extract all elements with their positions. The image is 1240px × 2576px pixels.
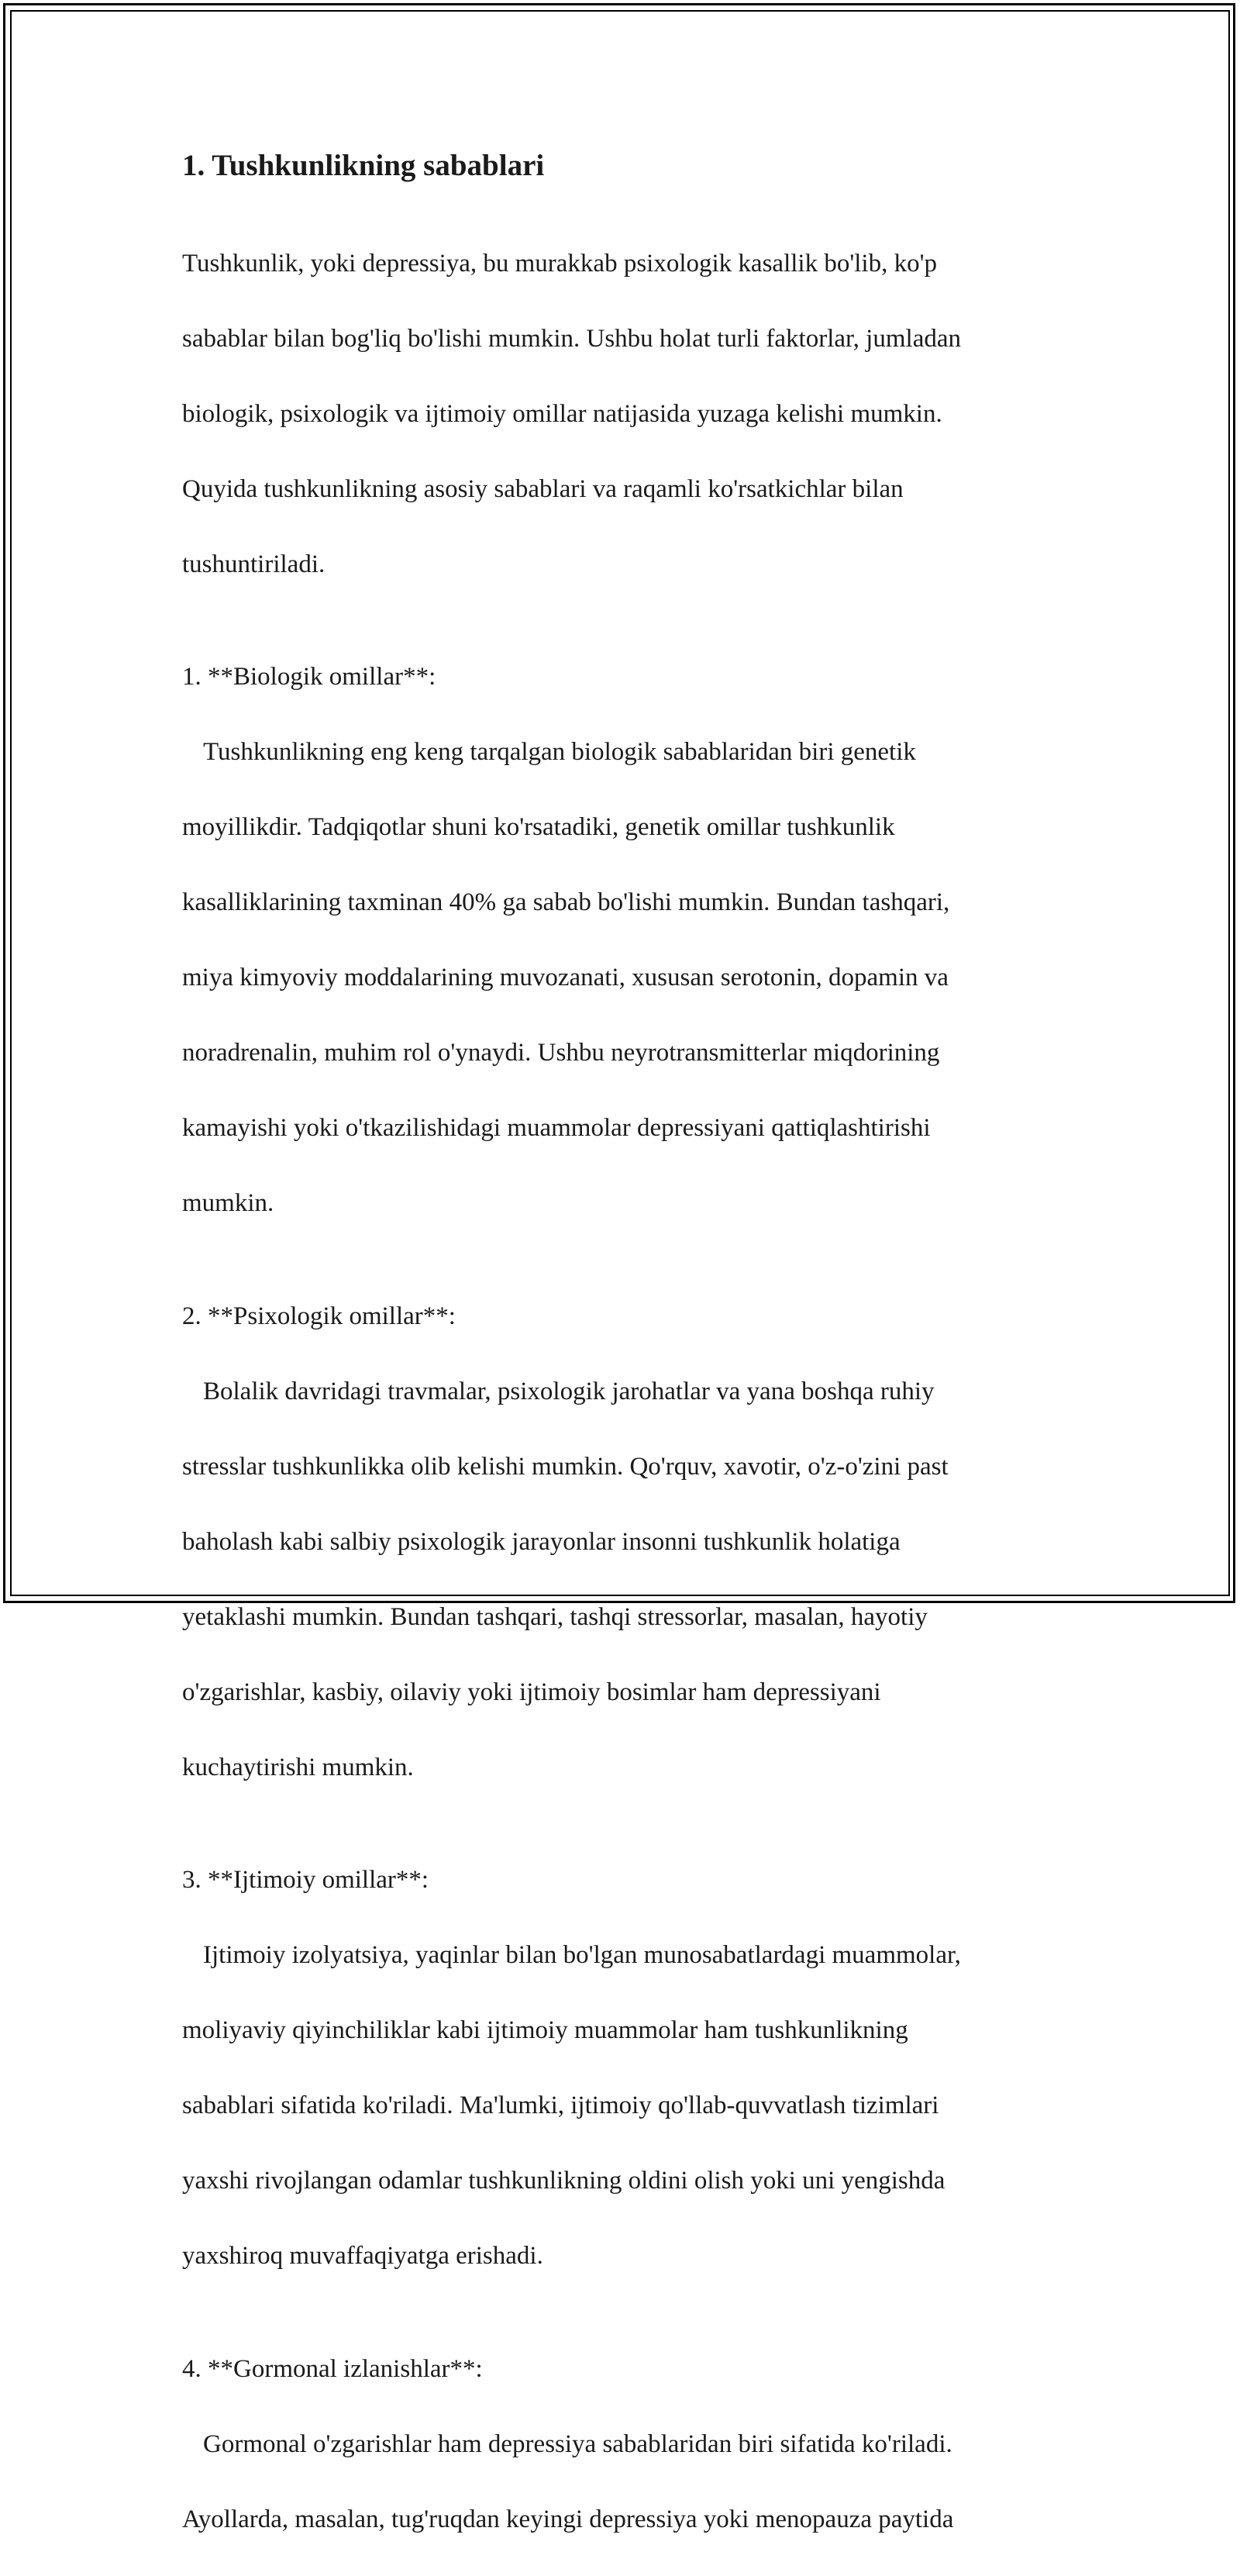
section-text (182, 696, 1073, 1260)
document-title: 1. Tushkunlikning sabablari (182, 149, 545, 182)
section-line: Ayollarda, masalan, tug'ruqdan keyingi depressiya yoki menopauza paytida (182, 2505, 954, 2533)
spacer (182, 2312, 1073, 2350)
section-heading: 3. **Ijtimoiy omillar**: (182, 1866, 429, 1894)
section-line: baholash kabi salbiy psixologik jarayonlar insonni tushkunlik holatiga (182, 1527, 901, 1556)
section-line: Ijtimoiy izolyatsiya, yaqinlar bilan bo'lgan munosabatlardagi muammolar, (203, 1941, 961, 1969)
section-text (182, 1899, 1073, 2313)
section-line: yaxshi rivojlangan odamlar tushkunlikning oldini olish yoki uni yengishda (182, 2167, 946, 2195)
intro-line: biologik, psixologik va ijtimoiy omillar natijasida yuzaga kelishi mumkin. (182, 399, 942, 428)
section-heading: 2. **Psixologik omillar**: (182, 1302, 456, 1330)
section-line: kamayishi yoki o'tkazilishidagi muammolar depressiyani qattiqlashtirishi (182, 1114, 931, 1142)
section-psixologik (182, 1298, 1073, 1824)
intro-line: tushuntiriladi. (182, 550, 326, 578)
intro-line: sabablar bilan bog'liq bo'lishi mumkin. Ushbu holat turli faktorlar, jumladan (182, 324, 961, 353)
section-line: sabablari sifatida ko'riladi. Ma'lumki, ijtimoiy qo'llab-quvvatlash tizimlari (182, 2091, 939, 2119)
spacer (182, 621, 1073, 659)
section-biologik (182, 658, 1073, 1260)
intro-paragraph (182, 207, 1073, 621)
section-line: stresslar tushkunlikka olib kelishi mumkin. Qo'rquv, xavotir, o'z-o'zini past (182, 1452, 949, 1481)
section-text (182, 2388, 1073, 2576)
section-heading: 4. **Gormonal izlanishlar**: (182, 2354, 483, 2383)
spacer (182, 1824, 1073, 1862)
section-line: moyillikdir. Tadqiqotlar shuni ko'rsatadiki, genetik omillar tushkunlik (182, 813, 895, 841)
section-heading: 1. **Biologik omillar**: (182, 663, 436, 691)
spacer (182, 1260, 1073, 1298)
intro-line: Quyida tushkunlikning asosiy sabablari va raqamli ko'rsatkichlar bilan (182, 474, 904, 503)
document-body (182, 143, 1073, 2576)
intro-line: Tushkunlik, yoki depressiya, bu murakkab psixologik kasallik bo'lib, ko'p (182, 249, 938, 278)
section-line: kuchaytirishi mumkin. (182, 1753, 414, 1781)
section-line: yaxshiroq muvaffaqiyatga erishadi. (182, 2242, 543, 2270)
section-text (182, 1335, 1073, 1824)
section-line: noradrenalin, muhim rol o'ynaydi. Ushbu neyrotransmitterlar miqdorining (182, 1039, 940, 1067)
section-line: mumkin. (182, 1189, 274, 1217)
section-line: Bolalik davridagi travmalar, psixologik jarohatlar va yana boshqa ruhiy (203, 1377, 935, 1405)
section-line: miya kimyoviy moddalarining muvozanati, xususan serotonin, dopamin va (182, 964, 949, 991)
section-line: o'zgarishlar, kasbiy, oilaviy yoki ijtimoiy bosimlar ham depressiyani (182, 1678, 881, 1706)
section-line: Gormonal o'zgarishlar ham depressiya sabablaridan biri sifatida ko'riladi. (203, 2429, 952, 2458)
section-line: Tushkunlikning eng keng tarqalgan biologik sabablaridan biri genetik (203, 738, 916, 766)
section-ijtimoiy (182, 1861, 1073, 2312)
section-line: yetaklashi mumkin. Bundan tashqari, tashqi stressorlar, masalan, hayotiy (182, 1602, 928, 1631)
section-line: kasalliklarining taxminan 40% ga sabab bo'lishi mumkin. Bundan tashqari, (182, 888, 950, 916)
section-line: moliyaviy qiyinchiliklar kabi ijtimoiy muammolar ham tushkunlikning (182, 2016, 908, 2044)
section-gormonal (182, 2350, 1073, 2576)
